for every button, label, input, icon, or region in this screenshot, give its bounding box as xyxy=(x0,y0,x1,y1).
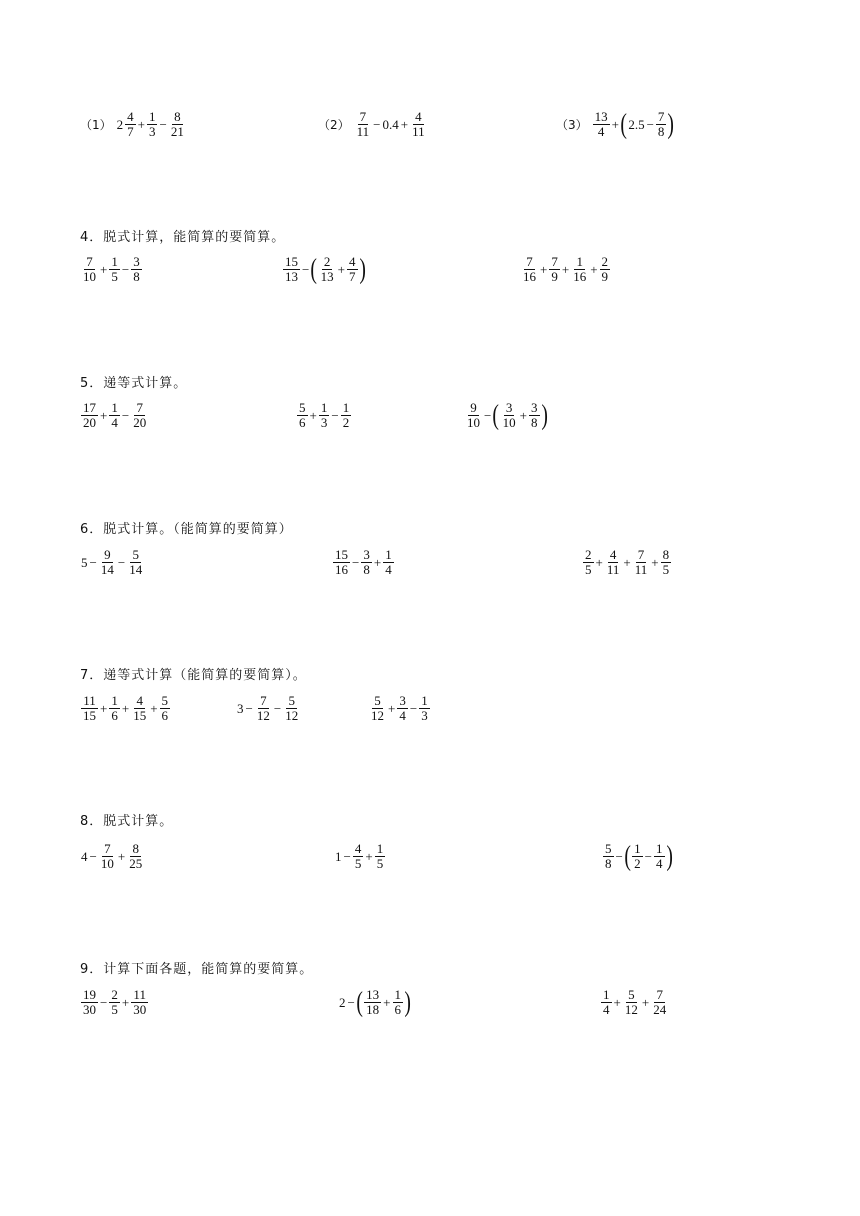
numerator: 1 xyxy=(576,254,583,269)
denominator: 10 xyxy=(83,269,96,284)
numerator: 5 xyxy=(605,841,612,856)
question-9-heading: 9．计算下面各题，能简算的要简算。 xyxy=(80,962,314,977)
fraction xyxy=(603,842,614,871)
operator: − xyxy=(302,261,310,277)
denominator: 9 xyxy=(551,269,558,284)
numerator: 7 xyxy=(260,693,267,708)
fraction xyxy=(383,548,394,577)
operator: − xyxy=(373,116,381,132)
numerator: 4 xyxy=(354,841,362,856)
question-8-heading: 8．脱式计算。 xyxy=(80,814,174,829)
numerator: 13 xyxy=(594,109,608,124)
fraction xyxy=(601,988,612,1017)
operator: + xyxy=(309,407,317,423)
operator: + xyxy=(100,700,108,716)
q7-expression-2 xyxy=(236,694,301,723)
question-7-heading: 7．递等式计算（能简算的要简算）。 xyxy=(80,668,307,683)
denominator: 9 xyxy=(601,269,609,284)
whole-number: 2 xyxy=(116,116,124,132)
fraction xyxy=(131,255,142,284)
operator: + xyxy=(388,700,396,716)
fraction xyxy=(651,988,668,1017)
q6-expression-1 xyxy=(80,548,145,577)
left-paren: ( xyxy=(620,108,627,140)
denominator: 11 xyxy=(606,562,620,577)
operator: + xyxy=(400,116,409,132)
operator: − xyxy=(121,261,130,277)
operator: + xyxy=(651,554,659,570)
numerator: 8 xyxy=(662,547,670,562)
operator: + xyxy=(383,994,391,1010)
fraction xyxy=(347,255,358,284)
denominator: 5 xyxy=(354,856,362,871)
numerator: 1 xyxy=(111,400,118,415)
operator: − xyxy=(331,407,339,423)
numerator: 7 xyxy=(104,841,111,856)
whole-number: 4 xyxy=(81,848,88,864)
fraction xyxy=(654,842,665,871)
numerator: 1 xyxy=(111,254,118,269)
denominator: 6 xyxy=(161,708,169,723)
operator: − xyxy=(159,116,167,132)
denominator: 24 xyxy=(653,1002,667,1017)
denominator: 13 xyxy=(285,269,298,284)
operator: − xyxy=(245,700,253,716)
denominator: 30 xyxy=(133,1002,147,1017)
fraction xyxy=(583,548,594,577)
fraction xyxy=(600,255,611,284)
operator: + xyxy=(100,261,108,277)
problem-label: （1） xyxy=(80,118,112,132)
numerator: 1 xyxy=(342,400,350,415)
fraction xyxy=(353,842,364,871)
denominator: 2 xyxy=(634,856,641,871)
fraction xyxy=(160,694,171,723)
fraction xyxy=(81,401,98,430)
problem-label: （3） xyxy=(556,118,588,132)
operator: − xyxy=(117,554,126,570)
operator: − xyxy=(615,848,623,864)
fraction xyxy=(283,255,300,284)
denominator: 4 xyxy=(597,124,605,139)
left-paren: ( xyxy=(492,399,500,431)
denominator: 11 xyxy=(634,562,648,577)
operator: − xyxy=(484,407,492,423)
fraction xyxy=(81,255,98,284)
fraction xyxy=(127,842,144,871)
whole-number: 2 xyxy=(339,994,346,1010)
fraction xyxy=(99,842,116,871)
numerator: 7 xyxy=(657,109,665,124)
whole-number: 5 xyxy=(81,554,88,570)
fraction xyxy=(593,110,610,139)
denominator: 5 xyxy=(662,562,670,577)
numerator: 5 xyxy=(161,693,169,708)
fraction xyxy=(127,548,144,577)
q6-expression-2 xyxy=(332,548,395,577)
denominator: 13 xyxy=(320,269,334,284)
numerator: 1 xyxy=(394,987,402,1002)
right-paren: ) xyxy=(667,108,675,140)
numerator: 3 xyxy=(133,254,140,269)
operator: + xyxy=(595,554,603,570)
operator: + xyxy=(137,116,145,132)
denominator: 4 xyxy=(399,708,406,723)
numerator: 1 xyxy=(656,841,663,856)
numerator: 5 xyxy=(288,693,295,708)
denominator: 5 xyxy=(111,269,118,284)
numerator: 8 xyxy=(174,109,181,124)
denominator: 15 xyxy=(133,708,147,723)
numerator: 9 xyxy=(104,547,111,562)
fraction xyxy=(375,842,386,871)
q5-expression-3 xyxy=(464,401,548,430)
denominator: 16 xyxy=(573,269,587,284)
fraction xyxy=(661,548,672,577)
numerator: 13 xyxy=(366,987,380,1002)
numerator: 7 xyxy=(86,254,93,269)
operator: + xyxy=(611,116,619,132)
q9-expression-2 xyxy=(338,988,411,1017)
q4-expression-2 xyxy=(282,255,366,284)
denominator: 5 xyxy=(111,1002,118,1017)
numerator: 1 xyxy=(603,987,610,1002)
numerator: 8 xyxy=(132,841,139,856)
denominator: 14 xyxy=(129,562,143,577)
numerator: 5 xyxy=(374,693,381,708)
numerator: 5 xyxy=(628,987,635,1002)
fraction xyxy=(632,842,643,871)
fraction xyxy=(605,548,622,577)
operator: + xyxy=(561,261,570,277)
question-5-heading: 5．递等式计算。 xyxy=(80,376,188,391)
numerator: 3 xyxy=(531,400,538,415)
whole-number: 3 xyxy=(237,700,244,716)
q7-expression-1 xyxy=(80,694,171,723)
numerator: 1 xyxy=(111,693,118,708)
denominator: 18 xyxy=(366,1002,380,1017)
numerator: 11 xyxy=(83,693,96,708)
numerator: 1 xyxy=(376,841,384,856)
numerator: 2 xyxy=(601,254,609,269)
fraction xyxy=(109,988,120,1017)
denominator: 16 xyxy=(335,562,348,577)
q9-expression-1 xyxy=(80,988,149,1017)
numerator: 4 xyxy=(136,693,143,708)
operator: − xyxy=(273,700,282,716)
fraction xyxy=(99,548,116,577)
denominator: 12 xyxy=(285,708,299,723)
fraction xyxy=(283,694,300,723)
right-paren: ) xyxy=(665,840,673,872)
fraction xyxy=(131,988,148,1017)
q5-expression-2 xyxy=(296,401,352,430)
fraction xyxy=(319,401,330,430)
denominator: 4 xyxy=(656,856,663,871)
numerator: 1 xyxy=(634,841,641,856)
numerator: 4 xyxy=(349,254,356,269)
numerator: 5 xyxy=(299,400,306,415)
fraction xyxy=(549,255,560,284)
fraction xyxy=(255,694,272,723)
operator: + xyxy=(613,994,621,1010)
numerator: 15 xyxy=(335,547,348,562)
decimal-number: 0.4 xyxy=(382,116,399,132)
denominator: 12 xyxy=(256,708,270,723)
denominator: 14 xyxy=(100,562,114,577)
operator: + xyxy=(121,700,130,716)
q8-expression-2 xyxy=(334,842,386,871)
fraction xyxy=(633,548,650,577)
right-paren: ) xyxy=(540,399,548,431)
operator: + xyxy=(373,554,382,570)
operator: − xyxy=(409,700,418,716)
operator: + xyxy=(623,554,631,570)
q9-expression-3 xyxy=(600,988,669,1017)
numerator: 1 xyxy=(320,400,328,415)
fraction xyxy=(147,110,158,139)
denominator: 21 xyxy=(170,124,184,139)
numerator: 2 xyxy=(323,254,331,269)
fraction xyxy=(109,694,120,723)
fraction xyxy=(571,255,588,284)
fraction xyxy=(131,694,148,723)
left-paren: ( xyxy=(356,986,363,1018)
fraction xyxy=(169,110,186,139)
denominator: 6 xyxy=(111,708,118,723)
denominator: 2 xyxy=(342,415,350,430)
numerator: 7 xyxy=(526,254,533,269)
denominator: 8 xyxy=(605,856,612,871)
fraction xyxy=(333,548,350,577)
fraction xyxy=(397,694,408,723)
whole-number: 1 xyxy=(335,848,342,864)
denominator: 4 xyxy=(385,562,392,577)
denominator: 10 xyxy=(467,415,480,430)
fraction xyxy=(81,988,98,1017)
denominator: 11 xyxy=(356,124,370,139)
problem-2 xyxy=(318,110,428,139)
q7-expression-3 xyxy=(368,694,431,723)
decimal-number: 2.5 xyxy=(628,116,645,132)
problem-label: （2） xyxy=(318,118,350,132)
numerator: 2 xyxy=(585,547,592,562)
operator: − xyxy=(89,554,97,570)
numerator: 7 xyxy=(656,987,663,1002)
numerator: 4 xyxy=(127,109,134,124)
numerator: 2 xyxy=(111,987,118,1002)
fraction xyxy=(81,694,98,723)
fraction xyxy=(361,548,372,577)
numerator: 19 xyxy=(83,987,96,1002)
q6-expression-3 xyxy=(582,548,672,577)
q4-expression-1 xyxy=(80,255,143,284)
right-paren: ) xyxy=(404,986,411,1018)
q5-expression-1 xyxy=(80,401,149,430)
denominator: 7 xyxy=(127,124,134,139)
problem-1 xyxy=(80,110,187,139)
numerator: 7 xyxy=(551,254,558,269)
numerator: 4 xyxy=(609,547,617,562)
fraction xyxy=(521,255,538,284)
denominator: 12 xyxy=(371,708,384,723)
denominator: 5 xyxy=(585,562,592,577)
denominator: 16 xyxy=(523,269,536,284)
question-4-heading: 4．脱式计算，能简算的要简算。 xyxy=(80,230,286,245)
denominator: 15 xyxy=(83,708,96,723)
denominator: 30 xyxy=(83,1002,96,1017)
fraction xyxy=(125,110,136,139)
numerator: 15 xyxy=(285,254,298,269)
q4-expression-3 xyxy=(520,255,611,284)
denominator: 6 xyxy=(394,1002,402,1017)
question-6-heading: 6．脱式计算。（能简算的要简算） xyxy=(80,522,293,537)
fraction xyxy=(393,988,404,1017)
fraction xyxy=(623,988,640,1017)
fraction xyxy=(364,988,381,1017)
denominator: 8 xyxy=(133,269,140,284)
operator: − xyxy=(121,407,130,423)
operator: + xyxy=(519,407,528,423)
fraction xyxy=(109,255,120,284)
denominator: 20 xyxy=(133,415,147,430)
fraction xyxy=(369,694,386,723)
operator: + xyxy=(540,261,548,277)
numerator: 3 xyxy=(363,547,370,562)
operator: + xyxy=(337,261,346,277)
fraction xyxy=(465,401,482,430)
q8-expression-3 xyxy=(602,842,673,871)
denominator: 3 xyxy=(320,415,328,430)
denominator: 12 xyxy=(624,1002,638,1017)
fraction xyxy=(656,110,667,139)
operator: + xyxy=(641,994,650,1010)
denominator: 5 xyxy=(376,856,384,871)
left-paren: ( xyxy=(624,840,631,872)
numerator: 7 xyxy=(359,109,367,124)
right-paren: ) xyxy=(358,253,366,285)
denominator: 11 xyxy=(412,124,425,139)
fraction xyxy=(319,255,336,284)
fraction xyxy=(410,110,427,139)
denominator: 20 xyxy=(83,415,96,430)
operator: + xyxy=(590,261,598,277)
denominator: 3 xyxy=(421,708,428,723)
fraction xyxy=(501,401,518,430)
numerator: 1 xyxy=(385,547,392,562)
operator: − xyxy=(89,848,97,864)
numerator: 3 xyxy=(399,693,406,708)
denominator: 6 xyxy=(299,415,306,430)
operator: + xyxy=(121,994,130,1010)
operator: + xyxy=(150,700,158,716)
denominator: 4 xyxy=(111,415,118,430)
denominator: 7 xyxy=(349,269,356,284)
denominator: 8 xyxy=(363,562,370,577)
numerator: 1 xyxy=(421,693,428,708)
denominator: 8 xyxy=(531,415,538,430)
denominator: 10 xyxy=(502,415,516,430)
numerator: 17 xyxy=(83,400,96,415)
numerator: 5 xyxy=(132,547,139,562)
operator: + xyxy=(100,407,108,423)
operator: − xyxy=(644,848,653,864)
denominator: 4 xyxy=(603,1002,610,1017)
q8-expression-1 xyxy=(80,842,145,871)
problem-3 xyxy=(556,110,675,139)
numerator: 9 xyxy=(470,400,477,415)
denominator: 10 xyxy=(100,856,114,871)
fraction xyxy=(341,401,352,430)
operator: − xyxy=(646,116,654,132)
numerator: 4 xyxy=(415,109,422,124)
fraction xyxy=(131,401,148,430)
operator: − xyxy=(343,848,351,864)
fraction xyxy=(109,401,120,430)
fraction xyxy=(529,401,540,430)
operator: − xyxy=(100,994,108,1010)
numerator: 1 xyxy=(148,109,156,124)
left-paren: ( xyxy=(310,253,318,285)
operator: + xyxy=(117,848,126,864)
denominator: 3 xyxy=(148,124,156,139)
fraction xyxy=(419,694,430,723)
numerator: 7 xyxy=(637,547,645,562)
denominator: 25 xyxy=(129,856,143,871)
operator: − xyxy=(347,994,355,1010)
numerator: 7 xyxy=(136,400,143,415)
operator: + xyxy=(365,848,373,864)
numerator: 11 xyxy=(133,987,146,1002)
fraction xyxy=(355,110,372,139)
denominator: 8 xyxy=(657,124,665,139)
operator: − xyxy=(352,554,360,570)
fraction xyxy=(297,401,308,430)
numerator: 3 xyxy=(505,400,513,415)
